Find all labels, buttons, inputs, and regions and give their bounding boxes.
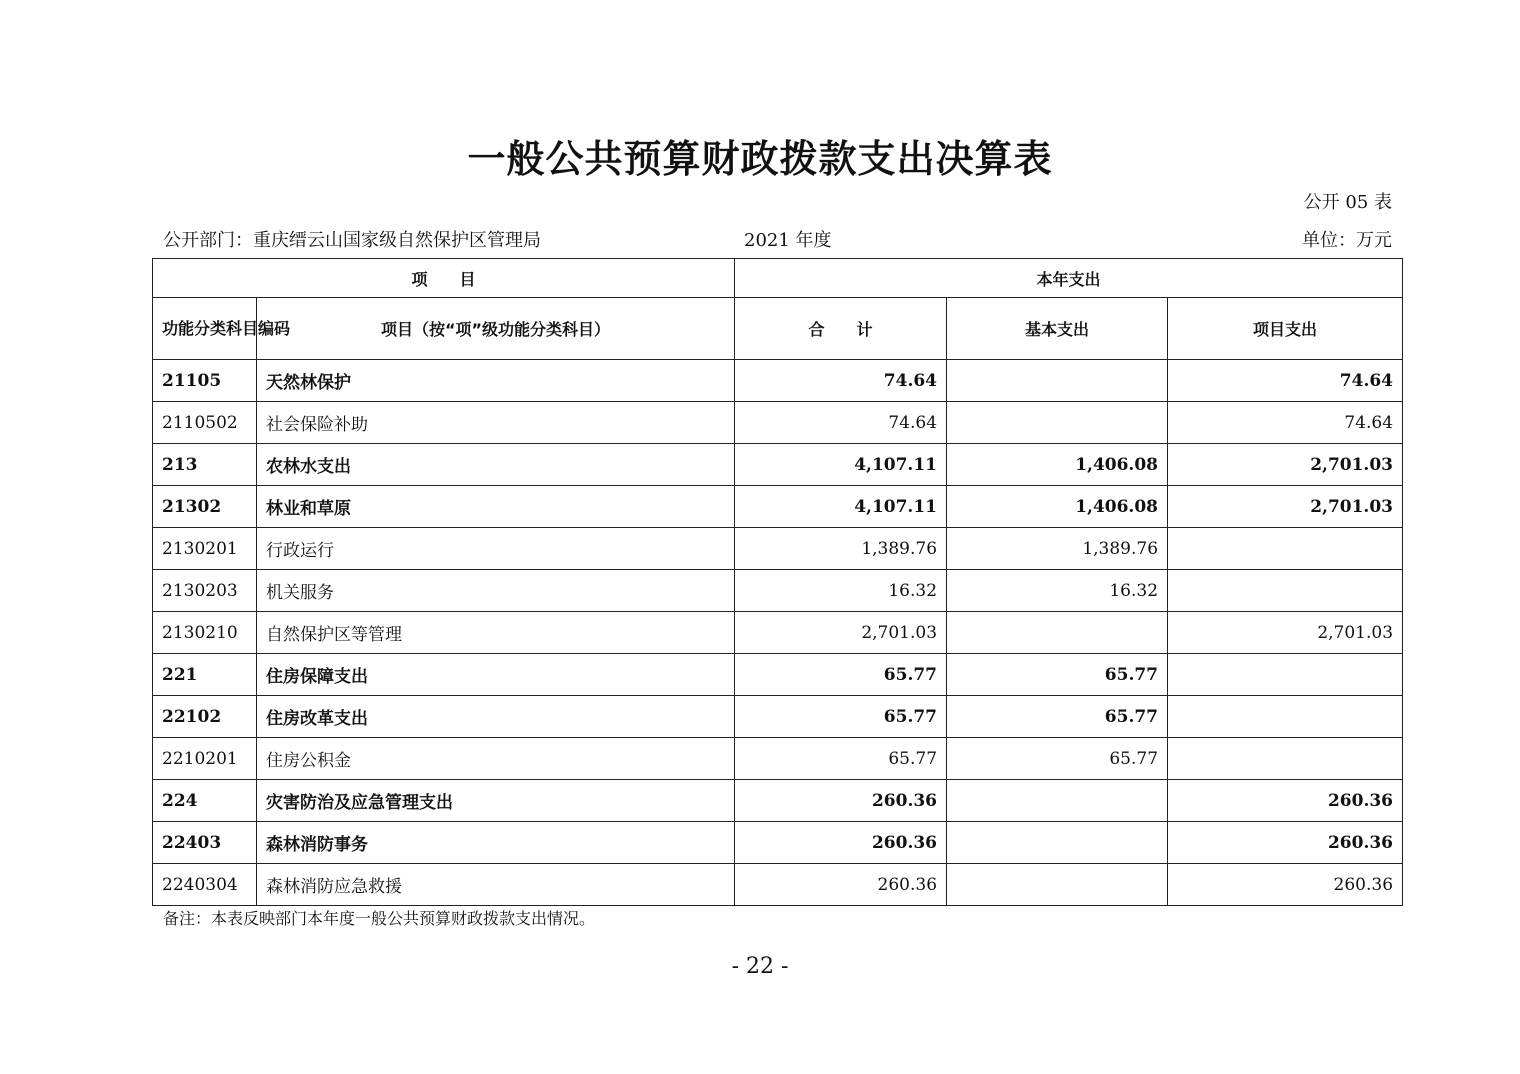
cell-total: 65.77 [735, 696, 947, 738]
cell-total: 16.32 [735, 570, 947, 612]
header-name: 项目（按“项”级功能分类科目） [257, 298, 735, 360]
cell-name: 森林消防事务 [257, 822, 735, 864]
cell-project [1168, 528, 1403, 570]
cell-basic: 65.77 [947, 654, 1168, 696]
table-row [153, 738, 1403, 780]
cell-name: 机关服务 [257, 570, 735, 612]
cell-project: 74.64 [1168, 360, 1403, 402]
cell-name: 自然保护区等管理 [257, 612, 735, 654]
page-number: - 22 - [731, 954, 789, 979]
cell-name: 住房改革支出 [257, 696, 735, 738]
cell-basic: 65.77 [947, 696, 1168, 738]
cell-basic [947, 864, 1168, 906]
unit-label: 单位：万元 [1302, 230, 1392, 251]
cell-code: 221 [153, 654, 257, 696]
form-number: 公开 05 表 [1303, 192, 1392, 213]
cell-code: 224 [153, 780, 257, 822]
table-row [153, 528, 1403, 570]
cell-project [1168, 570, 1403, 612]
cell-project: 260.36 [1168, 822, 1403, 864]
cell-total: 65.77 [735, 654, 947, 696]
table-row [153, 402, 1403, 444]
cell-total: 260.36 [735, 864, 947, 906]
header-project: 项目支出 [1168, 298, 1403, 360]
table-row [153, 864, 1403, 906]
cell-total: 4,107.11 [735, 486, 947, 528]
cell-total: 260.36 [735, 780, 947, 822]
expenditure-table [152, 258, 1403, 906]
cell-name: 行政运行 [257, 528, 735, 570]
cell-name: 森林消防应急救援 [257, 864, 735, 906]
cell-basic [947, 822, 1168, 864]
cell-project: 260.36 [1168, 780, 1403, 822]
table-row [153, 654, 1403, 696]
cell-code: 22102 [153, 696, 257, 738]
cell-code: 22403 [153, 822, 257, 864]
header-total: 合 计 [735, 298, 947, 360]
table-row [153, 822, 1403, 864]
cell-code: 2130203 [153, 570, 257, 612]
department-label: 公开部门：重庆缙云山国家级自然保护区管理局 [163, 230, 541, 251]
cell-project: 2,701.03 [1168, 612, 1403, 654]
table-row [153, 570, 1403, 612]
year-label: 2021 年度 [744, 230, 832, 251]
cell-code: 2240304 [153, 864, 257, 906]
cell-basic: 1,389.76 [947, 528, 1168, 570]
cell-name: 林业和草原 [257, 486, 735, 528]
cell-project: 2,701.03 [1168, 486, 1403, 528]
cell-basic [947, 612, 1168, 654]
cell-total: 260.36 [735, 822, 947, 864]
cell-project [1168, 738, 1403, 780]
cell-project: 2,701.03 [1168, 444, 1403, 486]
table-header-row-1 [153, 259, 1403, 298]
table-row [153, 486, 1403, 528]
cell-basic [947, 402, 1168, 444]
table-row [153, 360, 1403, 402]
cell-name: 灾害防治及应急管理支出 [257, 780, 735, 822]
meta-row [163, 226, 1392, 254]
cell-total: 1,389.76 [735, 528, 947, 570]
table-body [153, 360, 1403, 906]
table-row [153, 444, 1403, 486]
cell-code: 2110502 [153, 402, 257, 444]
cell-code: 2130210 [153, 612, 257, 654]
cell-project [1168, 696, 1403, 738]
table-header-row-2 [153, 298, 1403, 360]
cell-total: 4,107.11 [735, 444, 947, 486]
cell-basic: 65.77 [947, 738, 1168, 780]
cell-total: 74.64 [735, 360, 947, 402]
cell-code: 2130201 [153, 528, 257, 570]
cell-total: 65.77 [735, 738, 947, 780]
cell-basic [947, 360, 1168, 402]
cell-project: 260.36 [1168, 864, 1403, 906]
cell-name: 住房公积金 [257, 738, 735, 780]
cell-basic: 1,406.08 [947, 444, 1168, 486]
header-code: 功能分类科目编码 [153, 298, 257, 360]
remark-note: 备注：本表反映部门本年度一般公共预算财政拨款支出情况。 [163, 909, 596, 928]
cell-basic [947, 780, 1168, 822]
cell-name: 农林水支出 [257, 444, 735, 486]
page-title: 一般公共预算财政拨款支出决算表 [467, 137, 1053, 181]
cell-code: 213 [153, 444, 257, 486]
cell-project [1168, 654, 1403, 696]
table-row [153, 780, 1403, 822]
cell-name: 天然林保护 [257, 360, 735, 402]
cell-name: 社会保险补助 [257, 402, 735, 444]
table-row [153, 696, 1403, 738]
cell-total: 2,701.03 [735, 612, 947, 654]
cell-basic: 16.32 [947, 570, 1168, 612]
cell-project: 74.64 [1168, 402, 1403, 444]
cell-code: 21105 [153, 360, 257, 402]
cell-basic: 1,406.08 [947, 486, 1168, 528]
header-item: 项 目 [153, 259, 735, 298]
header-basic: 基本支出 [947, 298, 1168, 360]
cell-name: 住房保障支出 [257, 654, 735, 696]
cell-code: 2210201 [153, 738, 257, 780]
table-row [153, 612, 1403, 654]
cell-total: 74.64 [735, 402, 947, 444]
cell-code: 21302 [153, 486, 257, 528]
header-current-year: 本年支出 [735, 259, 1403, 298]
